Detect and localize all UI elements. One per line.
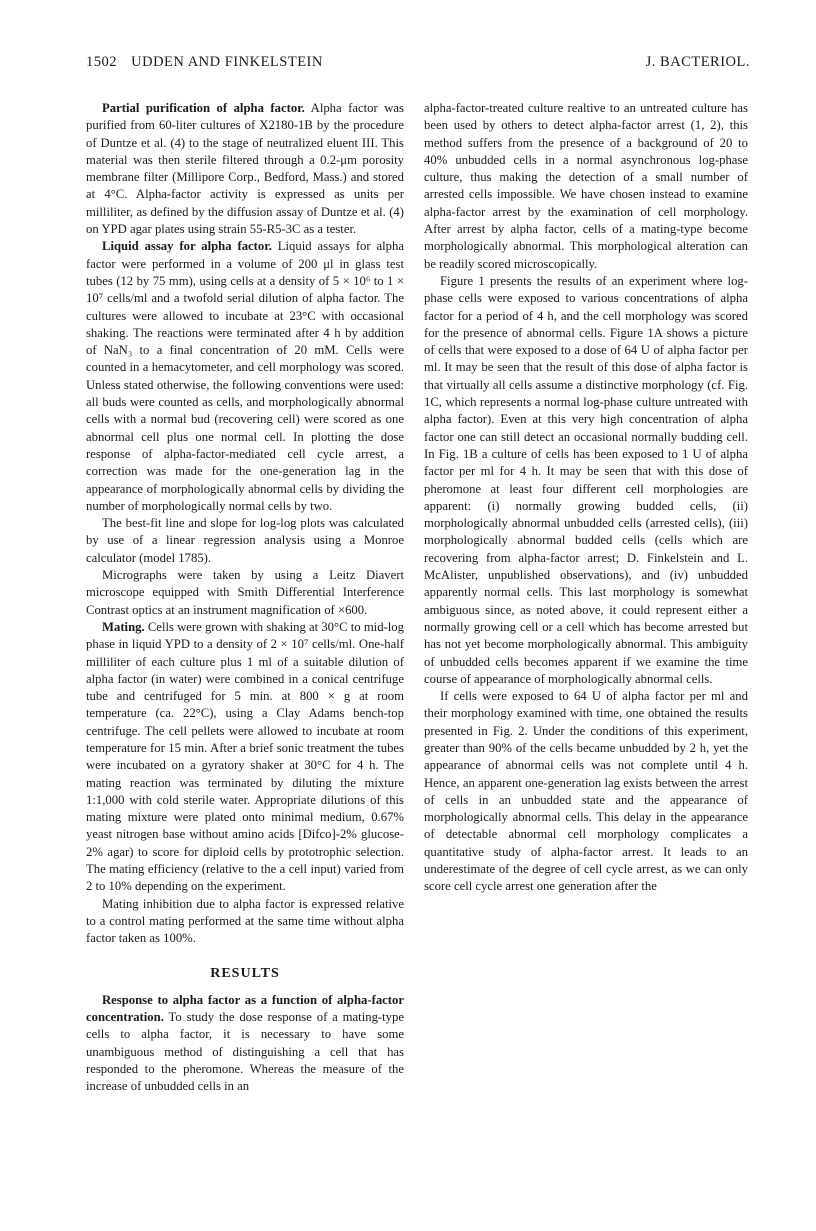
text-dose-response: To study the dose response of a mating-type cells to alpha factor, it is necessary to have some unambiguous method of distinguishing a cell that has responded to the pheromone. Whereas the measure of the increase of unbudded cells in an [86,1010,404,1094]
paragraph-figure-1: Figure 1 presents the results of an experiment where log-phase cells were exposed to various concentrations of alpha factor for a period of 4 h, and the cell morphology was scored for the presence of abnormal cells. Figure 1A shows a picture of cells that were exposed to a dose of 64 U of alpha factor per ml. It may be seen that the result of this dose of alpha factor is that virtually all cells assume a distinctive morphology (cf. Fig. 1C, which represents a normal log-phase culture untreated with alpha factor). Even at this very high concentration of alpha factor one can still detect an occasional normally budding cell. In Fig. 1B a culture of cells has been exposed to 1 U of alpha factor per ml for 4 h. It may be seen that with this dose of pheromone at least four different cell morphologies are apparent: (i) normally growing budded cells, (ii) morphologically abnormal unbudded cells (arrested cells), (iii) morphologically abnormal budded cells (cells which are recovering from alpha-factor arrest; D. Finkelstein and L. McAlister, unpublished observations), and (iv) unbudded apparently normal cells. This last morphology is somewhat ambiguous since, as noted above, it could represent either a normally growing cell or a cell which has become arrested but has not yet become morphologically abnormal. This ambiguity of unbudded cells becomes apparent if we examine the time course of appearance of morphologically abnormal cells. [424,273,748,686]
paragraph-dose-response [86,992,404,1096]
paragraph-figure-2: If cells were exposed to 64 U of alpha factor per ml and their morphology examined with time, one obtained the results presented in Fig. 2. Under the conditions of this experiment, greater than 90% of the cells became unbudded by 2 h, yet the appearance of abnormal cells was not complete until 4 h. Hence, an apparent one-generation lag exists between the arrest of cells in an unbudded state and the appearance of morphologically abnormal cells. This delay in the appearance of detectable abnormal cell morphology complicates a quantitative study of alpha-factor arrest. It leads to an underestimate of the degree of cell cycle arrest, as we can only score cell cycle arrest one generation after the [424,689,748,894]
page-number: 1502 [86,54,117,70]
text-mating: Cells were grown with shaking at 30°C to mid-log phase in liquid YPD to a density of 2 × 10⁷ cells/ml. One-half milliliter of each culture plus 1 ml of a suitable dilution of alpha factor (in water) were combined in a conical centrifuge tube and centrifuged for 5 min. at 800 × g at room temperature (ca. 22°C), using a Clay Adams bench-top centrifuge. The cell pellets were allowed to incubate at room temperature for 15 min. After a brief sonic treatment the tubes were incubated on a gyratory shaker at 30°C for 4 h. The mating reaction was terminated by diluting the mixture 1:1,000 with cold sterile water. Appropriate dilutions of this mating mixture were plated onto minimal medium, 0.67% yeast nitrogen base without amino acids [Difco]-2% glucose-2% agar) to score for diploid cells by prototrophic selection. The mating efficiency (relative to the a cell input) varied from 2 to 10% depending on the experiment. [86,619,404,894]
right-column [424,100,748,896]
text-partial-purification: Alpha factor was purified from 60-liter cultures of X2180-1B by the procedure of Duntze et al. (4) to the stage of neutralized eluent III. This material was then sterile filtered through a 0.2-μm porosity membrane filter (Millipore Corp., Bedford, Mass.) and stored at 4°C. Alpha-factor activity is expressed as units per milliliter, as defined by the diffusion assay of Duntze et al. (4) on YPD agar plates using strain 55-R5-3C as a tester. [86,101,404,237]
running-authors: UDDEN AND FINKELSTEIN [131,54,323,70]
text-liquid-assay: Liquid assays for alpha factor were performed in a volume of 200 μl in glass test tubes (12 by 75 mm), using cells at a density of 5 × 10⁶ to 1 × 10⁷ cells/ml and a twofold serial dilution of alpha factor. The cultures were allowed to incubate at 23°C with occasional shaking. The reactions were terminated after 4 h by addition of NaN₃ to a final concentration of 20 mM. Cells were counted in a hemacytometer, and cell morphology was scored. Unless stated otherwise, the following conventions were used: all buds were counted as cells, and morphologically abnormal cells with a normal bud (recovering cell) were scored as one abnormal cell plus one normal cell. In plotting the dose response of alpha-factor-mediated cell cycle arrest, a correction was made for the one-generation lag in the appearance of morphologically abnormal cells by dividing the number of morphologically normal cells by two. [86,239,404,513]
paragraph-liquid-assay [86,238,404,515]
paragraph-unbudded-background: alpha-factor-treated culture realtive to an untreated culture has been used by others to detect alpha-factor arrest (1, 2), this method suffers from the presence of a background of 20 to 40% unbudded cells in a normal asynchronous log-phase culture, thus making the detection of a small number of arrested cells impossible. We have chosen instead to examine alpha-factor arrest by the examination of cell morphology. After arrest by alpha factor, cells of a mating-type become morphologically abnormal. This morphological alteration can be readily scored microscopically. [424,101,748,271]
paragraph-mating [86,619,404,896]
journal-name: J. BACTERIOL. [645,54,750,70]
heading-liquid-assay: Liquid assay for alpha factor. [102,239,272,254]
section-title-results: RESULTS [210,965,280,981]
paragraph-micrographs: Micrographs were taken by using a Leitz Diavert microscope equipped with Smith Differential Interference Contrast optics at an instrument magnification of ×600. [86,568,404,617]
header-left [86,54,323,71]
paragraph-mating-inhibition: Mating inhibition due to alpha factor is expressed relative to a control mating performed at the same time without alpha factor taken as 100%. [86,896,404,946]
heading-partial-purification: Partial purification of alpha factor. [102,101,305,115]
paragraph-alpha-purification [86,100,404,238]
heading-dose-response: Response to alpha factor as a function of alpha-factor concentration. [86,992,404,1025]
paragraph-regression: The best-fit line and slope for log-log plots was calculated by use of a linear regression analysis using a Monroe calculator (model 1785). [86,516,404,565]
heading-mating: Mating. [102,619,145,634]
left-column [86,100,404,1096]
running-header [86,54,750,78]
